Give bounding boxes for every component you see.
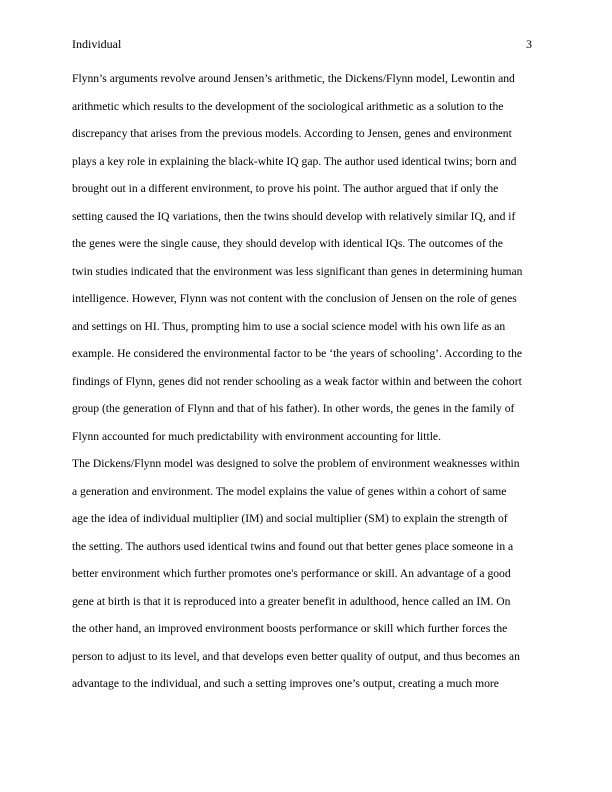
text-line: Flynn’s arguments revolve around Jensen’s arithmetic, the Dickens/Flynn model, Lewontin and xyxy=(72,72,515,85)
text-line: arithmetic which results to the development of the sociological arithmetic as a solution to the xyxy=(72,99,504,113)
text-line: twin studies indicated that the environment was less significant than genes in determining human xyxy=(72,264,523,278)
text-line: advantage to the individual, and such a setting improves one’s output, creating a much more xyxy=(72,677,499,690)
text-line: the setting. The authors used identical twins and found out that better genes place someone in a xyxy=(72,539,514,553)
text-line: the other hand, an improved environment boosts performance or skill which further forces the xyxy=(72,622,508,635)
paragraph xyxy=(72,456,542,704)
text-line: discrepancy that arises from the previous models. According to Jensen, genes and environment xyxy=(72,127,512,140)
text-line: findings of Flynn, genes did not render schooling as a weak factor within and between the cohort xyxy=(72,374,522,388)
text-line: example. He considered the environmental factor to be ‘the years of schooling’. According to the xyxy=(72,347,523,360)
text-line: the genes were the single cause, they should develop with identical IQs. The outcomes of the xyxy=(72,237,503,250)
text-line: Flynn accounted for much predictability with environment accounting for little. xyxy=(72,429,441,443)
page-number: 3 xyxy=(526,37,532,51)
text-line: and settings on HI. Thus, prompting him to use a social science model with his own life as an xyxy=(72,319,506,333)
text-line: group (the generation of Flynn and that of his father). In other words, the genes in the family of xyxy=(72,402,515,415)
body-text xyxy=(72,71,542,704)
paragraph xyxy=(72,71,542,456)
text-line: better environment which further promotes one's performance or skill. An advantage of a good xyxy=(72,567,511,580)
text-line: person to adjust to its level, and that develops even better quality of output, and thus becomes an xyxy=(72,649,520,663)
text-line: intelligence. However, Flynn was not content with the conclusion of Jensen on the role of genes xyxy=(72,292,517,305)
text-line: The Dickens/Flynn model was designed to solve the problem of environment weaknesses within xyxy=(72,457,520,470)
text-line: age the idea of individual multiplier (IM) and social multiplier (SM) to explain the strength of xyxy=(72,512,508,525)
text-line: gene at birth is that it is reproduced into a greater benefit in adulthood, hence called an IM. On xyxy=(72,594,511,608)
text-line: brought out in a different environment, to prove his point. The author argued that if only the xyxy=(72,182,499,195)
text-line: setting caused the IQ variations, then the twins should develop with relatively similar IQ, and if xyxy=(72,209,516,223)
text-line: plays a key role in explaining the black-white IQ gap. The author used identical twins; born and xyxy=(72,154,517,168)
text-line: a generation and environment. The model explains the value of genes within a cohort of same xyxy=(72,484,507,498)
page-header xyxy=(72,36,532,52)
running-head: Individual xyxy=(72,37,122,51)
